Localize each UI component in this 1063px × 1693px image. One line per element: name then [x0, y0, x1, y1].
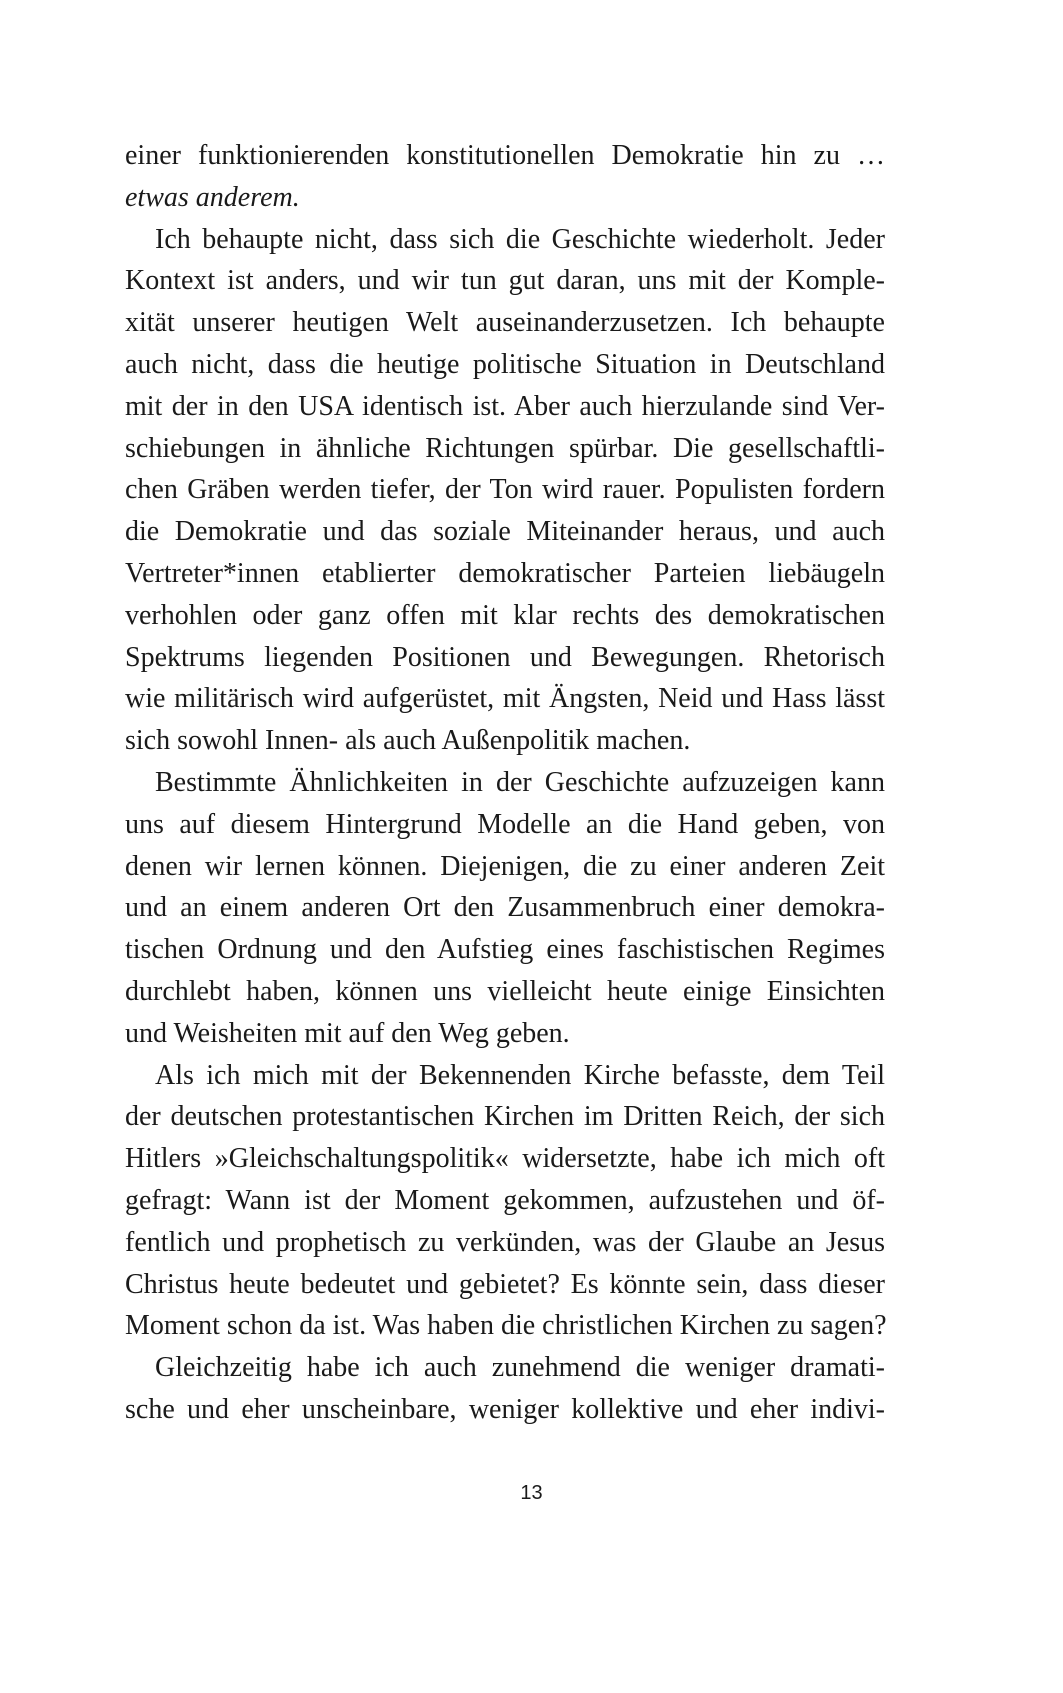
- text-line: durchlebt haben, können uns vielleicht heute einige Einsichten: [125, 975, 885, 1007]
- text-line: wie militärisch wird aufgerüstet, mit Ängsten, Neid und Hass lässt: [125, 683, 885, 715]
- text-line: xität unserer heutigen Welt auseinanderzusetzen. Ich behaupte: [125, 307, 885, 339]
- text-line: Vertreter*innen etablierter demokratischer Parteien liebäugeln: [125, 557, 885, 589]
- text-line: tischen Ordnung und den Aufstieg eines faschistischen Regimes: [125, 934, 885, 966]
- page-number: 13: [520, 1482, 543, 1504]
- paragraph: [125, 219, 885, 762]
- text-line: auch nicht, dass die heutige politische Situation in Deutschland: [125, 348, 885, 380]
- text-line: die Demokratie und das soziale Miteinander heraus, und auch: [125, 516, 885, 548]
- text-line: sich sowohl Innen- als auch Außenpolitik machen.: [125, 725, 691, 757]
- paragraph: [125, 1055, 885, 1348]
- text-line: Hitlers »Gleichschaltungspolitik« widersetzte, habe ich mich oft: [125, 1143, 885, 1175]
- text-line: und an einem anderen Ort den Zusammenbruch einer demokra-: [125, 892, 885, 924]
- text-line: und Weisheiten mit auf den Weg geben.: [125, 1017, 570, 1049]
- text-line: Kontext ist anders, und wir tun gut daran, uns mit der Komple-: [125, 265, 885, 297]
- paragraph: [125, 762, 885, 1055]
- text-line: Gleichzeitig habe ich auch zunehmend die weniger dramati-: [155, 1352, 885, 1384]
- text-line: schiebungen in ähnliche Richtungen spürbar. Die gesellschaftli-: [125, 432, 885, 464]
- text-line: Bestimmte Ähnlichkeiten in der Geschichte aufzuzeigen kann: [155, 766, 885, 798]
- text-line: chen Gräben werden tiefer, der Ton wird rauer. Populisten fordern: [125, 474, 885, 506]
- body-text: [125, 135, 885, 1431]
- text-line: etwas anderem.: [125, 181, 300, 213]
- paragraph: [125, 1347, 885, 1431]
- text-line: sche und eher unscheinbare, weniger kollektive und eher indivi-: [125, 1393, 885, 1425]
- text-line: gefragt: Wann ist der Moment gekommen, aufzustehen und öf-: [125, 1184, 885, 1216]
- text-line: Als ich mich mit der Bekennenden Kirche befasste, dem Teil: [155, 1059, 885, 1091]
- text-line: uns auf diesem Hintergrund Modelle an die Hand geben, von: [125, 808, 885, 840]
- paragraph: [125, 135, 885, 219]
- text-line: mit der in den USA identisch ist. Aber auch hierzulande sind Ver-: [125, 390, 885, 422]
- text-line: verhohlen oder ganz offen mit klar rechts des demokratischen: [125, 599, 885, 631]
- text-line: Christus heute bedeutet und gebietet? Es könnte sein, dass dieser: [125, 1268, 885, 1300]
- text-line: der deutschen protestantischen Kirchen im Dritten Reich, der sich: [125, 1101, 885, 1133]
- text-line: Ich behaupte nicht, dass sich die Geschichte wiederholt. Jeder: [155, 223, 885, 255]
- text-line: denen wir lernen können. Diejenigen, die zu einer anderen Zeit: [125, 850, 885, 882]
- text-line: Moment schon da ist. Was haben die christlichen Kirchen zu sagen?: [125, 1310, 887, 1342]
- text-line: fentlich und prophetisch zu verkünden, was der Glaube an Jesus: [125, 1226, 885, 1258]
- text-line: einer funktionierenden konstitutionellen Demokratie hin zu …: [125, 140, 885, 171]
- text-line: Spektrums liegenden Positionen und Bewegungen. Rhetorisch: [125, 641, 885, 673]
